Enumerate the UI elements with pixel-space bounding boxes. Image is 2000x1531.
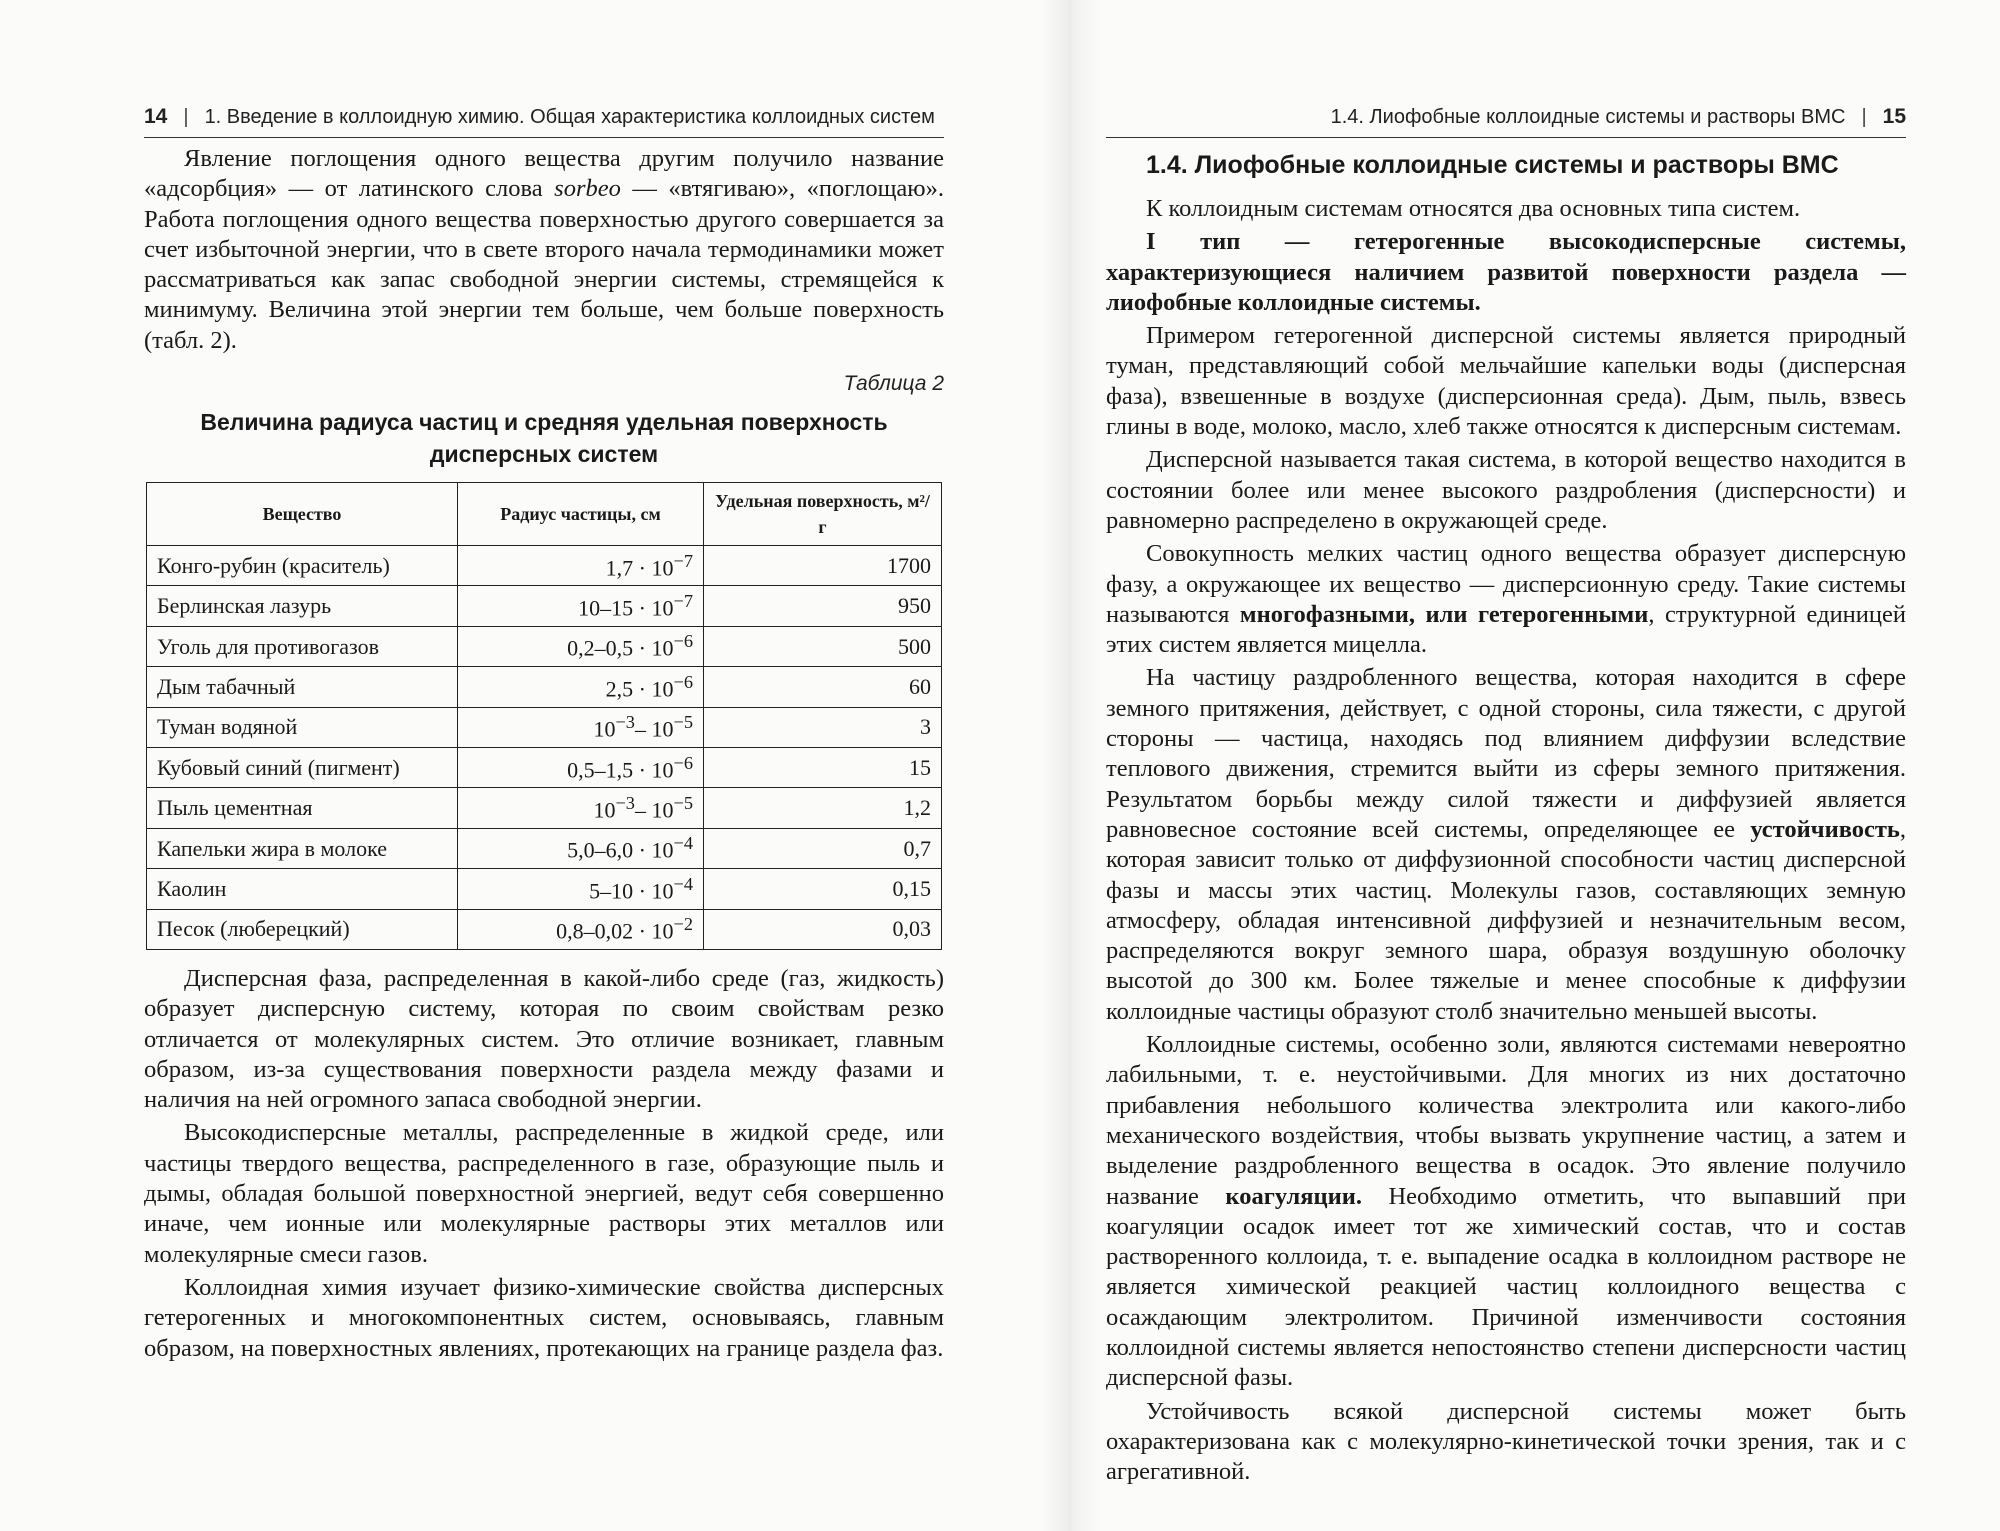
cell-surface: 1,2 <box>704 788 942 828</box>
cell-radius: $0,8-0,02 \cdot 10^{-2}$ <box>458 909 704 949</box>
paragraph: Высокодисперсные металлы, распределенные в жидкой среде, или частицы твердого вещества, распределенного в газе, образующие пыль и дымы, обладая большой поверхностной энергией, ведут себя совершенно иначе, чем ионные или молекулярные растворы этих металлов или молекулярные смеси газов. <box>144 1119 944 1268</box>
left-page-content <box>144 144 944 1364</box>
right-page-number: 15 <box>1882 105 1906 128</box>
cell-radius: $2,5 \cdot 10^{-6}$ <box>458 667 704 707</box>
cell-radius: $10^{-3}-$ $10^{-5}$ <box>458 707 704 747</box>
table-row <box>147 788 942 828</box>
cell-surface: 0,7 <box>704 828 942 868</box>
cell-radius: $10^{-3}-$ $10^{-5}$ <box>458 788 704 828</box>
right-page <box>1106 0 1906 1531</box>
head-rule <box>1106 137 1906 138</box>
paragraph: Примером гетерогенной дисперсной системы является природный туман, представляющий собой мельчайшие капельки воды (дисперсная фаза), взвешенные в воздухе (дисперсионная среда). Дым, пыль, взвесь глины в воде, молоко, масло, хлеб также относятся к дисперсным системам. <box>1106 322 1906 441</box>
cell-radius: $5-10 \cdot 10^{-4}$ <box>458 869 704 909</box>
cell-radius: $0,2-0,5 \cdot 10^{-6}$ <box>458 626 704 666</box>
table-row <box>147 626 942 666</box>
book-gutter <box>1040 0 1100 1531</box>
bold-term: коагуляции. <box>1225 1182 1362 1210</box>
right-running-head-text: 1.4. Лиофобные коллоидные системы и растворы ВМС <box>1330 106 1846 128</box>
cell-substance: Дым табачный <box>147 667 458 707</box>
cell-substance: Пыль цементная <box>147 788 458 828</box>
cell-radius: $10-15 \cdot 10^{-7}$ <box>458 586 704 626</box>
left-page <box>144 0 944 1531</box>
cell-substance: Конго-рубин (краситель) <box>147 546 458 586</box>
cell-substance: Уголь для противогазов <box>147 626 458 666</box>
cell-surface: 0,03 <box>704 909 942 949</box>
latin-term: sorbeo <box>554 175 621 203</box>
paragraph: Дисперсной называется такая система, в которой вещество находится в состоянии более или менее высокого раздробления (дисперсности) и равномерно распределено в окружающей среде. <box>1106 446 1906 534</box>
paragraph: На частицу раздробленного вещества, которая находится в сфере земного притяжения, действует, с одной стороны, сила тяжести, с другой стороны — частица, находясь под влиянием диффузии вследствие теплового движения, стремится выйти из сферы земного притяжения. Результатом борьбы между силой тяжести и диффузией является равновесное состояние всей системы, определяющее ее устойчивость, которая зависит только от диффузионной способности частиц дисперсной фазы и массы этих частиц. Молекулы газов, составляющих земную атмосферу, обладая интенсивной диффузией и незначительным весом, распределяются вокруг земного шара, образуя воздушную оболочку высотой до 300 км. Более тяжелые и менее способные к диффузии коллоидные частицы образуют столб значительно меньшей высоты. <box>1106 664 1906 1025</box>
table-header-row <box>147 483 942 546</box>
table-row <box>147 546 942 586</box>
table-row <box>147 667 942 707</box>
cell-substance: Кубовый синий (пигмент) <box>147 748 458 788</box>
paragraph: Коллоидные системы, особенно золи, являются системами невероятно лабильными, т. е. неустойчивыми. Для многих из них достаточно прибавления небольшого количества электролита или какого-либо механического воздействия, чтобы вызвать укрупнение частиц, а затем и выделение раздробленного вещества в осадок. Это явление получило название коагуляции. Необходимо отметить, что выпавший при коагуляции осадок имеет тот же химический состав, что и состав растворенного коллоида, т. е. выпадение осадка в коллоидном растворе не является химической реакцией частиц коллоидного вещества с осаждающим электролитом. Причиной изменчивости состояния коллоидной системы является непостоянство степени дисперсности частиц дисперсной фазы. <box>1106 1031 1906 1392</box>
header-substance: Вещество <box>147 483 458 546</box>
bold-term: устойчивость <box>1750 815 1900 843</box>
cell-surface: 950 <box>704 586 942 626</box>
cell-substance: Капельки жира в молоке <box>147 828 458 868</box>
cell-substance: Песок (люберецкий) <box>147 909 458 949</box>
cell-radius: $1,7 \cdot 10^{-7}$ <box>458 546 704 586</box>
paragraph: Коллоидная химия изучает физико-химические свойства дисперсных гетерогенных и многокомпонентных систем, основываясь, главным образом, на поверхностных явлениях, протекающих на границе раздела фаз. <box>144 1273 944 1362</box>
paragraph: Совокупность мелких частиц одного вещества образует дисперсную фазу, а окружающее их вещество — дисперсионную среду. Такие системы называются многофазными, или гетерогенными, структурной единицей этих систем является мицелла. <box>1106 540 1906 659</box>
paragraph: К коллоидным системам относятся два основных типа систем. <box>1146 195 1801 222</box>
table-row <box>147 748 942 788</box>
paragraph: Устойчивость всякой дисперсной системы может быть охарактеризована как с молекулярно-кинетической точки зрения, так и с агрегативной. <box>1106 1397 1906 1486</box>
table-title: Величина радиуса частиц и средняя удельная поверхность дисперсных систем <box>200 409 888 468</box>
table-row <box>147 586 942 626</box>
cell-substance: Туман водяной <box>147 707 458 747</box>
table-row <box>147 909 942 949</box>
cell-radius: $0,5-1,5 \cdot 10^{-6}$ <box>458 748 704 788</box>
header-surface: Удельная поверхность, м²/г <box>704 483 942 546</box>
left-running-head <box>144 100 944 134</box>
cell-surface: 3 <box>704 707 942 747</box>
cell-surface: 0,15 <box>704 869 942 909</box>
table-row <box>147 707 942 747</box>
cell-surface: 500 <box>704 626 942 666</box>
cell-surface: 15 <box>704 748 942 788</box>
head-rule <box>144 137 944 138</box>
cell-surface: 60 <box>704 667 942 707</box>
cell-radius: $5,0-6,0 \cdot 10^{-4}$ <box>458 828 704 868</box>
paragraph: Явление поглощения одного вещества другим получило название «адсорбция» — от латинского слова sorbeo — «втягиваю», «поглощаю». Работа поглощения одного вещества поверхностью другого совершается за счет избыточной энергии, что в свете второго начала термодинамики может рассматриваться как запас свободной энергии системы, стремящейся к минимуму. Величина этой энергии тем больше, чем больше поверхность (табл. 2). <box>144 145 944 354</box>
table-row <box>147 869 942 909</box>
cell-substance: Каолин <box>147 869 458 909</box>
bold-term: многофазными, или гетерогенными <box>1239 600 1649 628</box>
right-running-head <box>1106 100 1906 134</box>
paragraph-bold-definition: I тип — гетерогенные высокодисперсные системы, характеризующиеся наличием развитой поверхности раздела — лиофобные коллоидные системы. <box>1106 228 1906 316</box>
table-row <box>147 828 942 868</box>
head-separator: | <box>1861 106 1867 128</box>
header-radius: Радиус частицы, см <box>458 483 704 546</box>
particle-table <box>146 482 942 950</box>
section-title: 1.4. Лиофобные коллоидные системы и растворы ВМС <box>1146 151 1839 179</box>
right-page-content <box>1106 148 1906 1487</box>
paragraph: Дисперсная фаза, распределенная в какой-либо среде (газ, жидкость) образует дисперсную систему, которая по своим свойствам резко отличается от молекулярных систем. Это отличие возникает, главным образом, из-за существования поверхности раздела между фазами и наличия на ней огромного запаса свободной энергии. <box>144 964 944 1114</box>
cell-substance: Берлинская лазурь <box>147 586 458 626</box>
left-page-number: 14 <box>144 105 168 128</box>
head-separator: | <box>183 106 189 128</box>
table-label: Таблица 2 <box>843 372 944 396</box>
cell-surface: 1700 <box>704 546 942 586</box>
left-running-head-text: 1. Введение в коллоидную химию. Общая характеристика коллоидных систем <box>204 106 935 128</box>
